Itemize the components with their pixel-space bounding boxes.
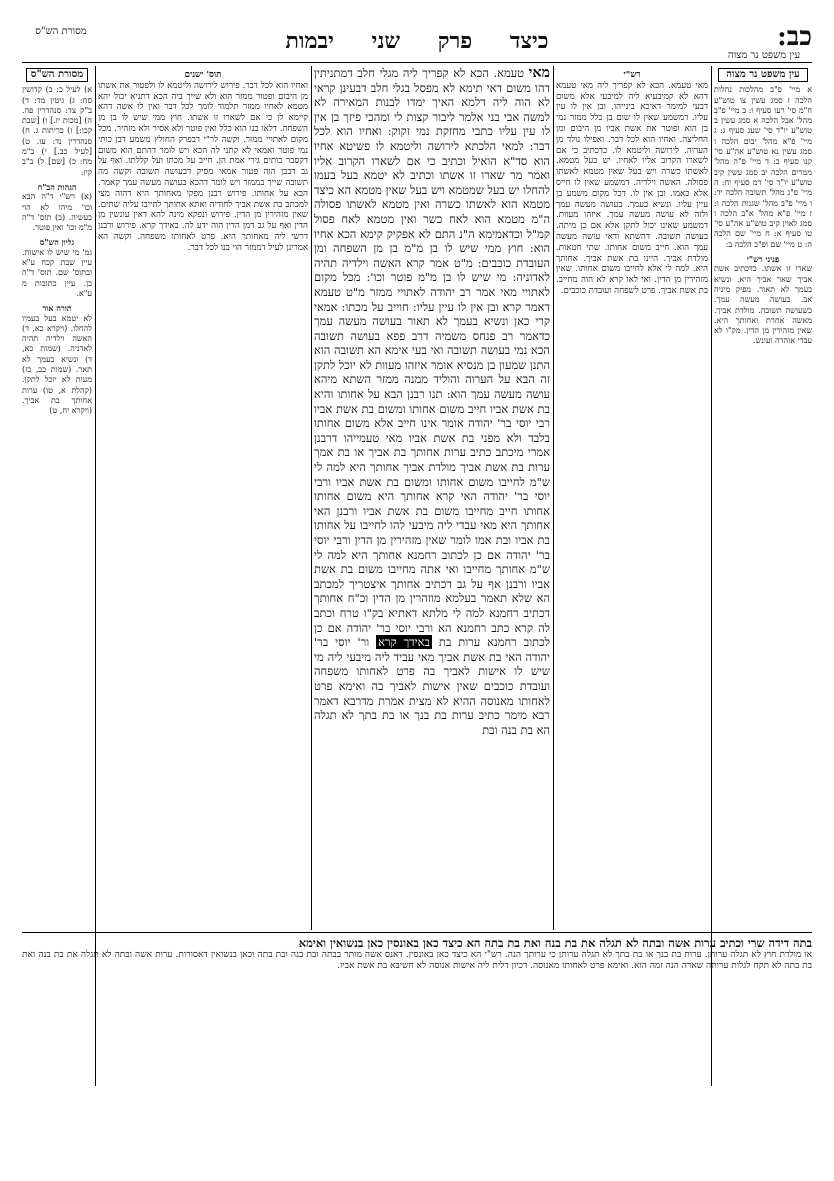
gilyon-hashas-text: גמ' מי שיש לו אישות. עיין שבת קכח ע"א ובתוס' שם. תוס' ד"ה בן. עיין כתובות מ ע"א. xyxy=(22,247,92,298)
gilyon-hashas-title: גליון הש"ס xyxy=(39,237,75,248)
gemara-closing-line: בתה דידה שרי וכתיב ערות אשה ובתה לא תגלה את בת בנה ואת בת בתה הא כיצד כאן באונסין כאן בנשואין ואימא xyxy=(298,936,812,950)
masoret-hashas-text: א) לעיל כ: ב) קדושין סח: ג) גיטין מד: ד) ב"ק צד: סנהדרין פה. ה) [מכות יז.] ו) [שבת קכו:] ז) כריתות ג. ח) סנהדרין נד: עו. ט) [לעיל כב.] י) ב"מ מח: כ) [שם] ל) ב"ב קיז: xyxy=(22,85,92,177)
gemara-opening-word: מאי xyxy=(528,66,550,81)
penine-rashi-title: פניני רש"י xyxy=(746,254,780,265)
column-divider xyxy=(311,66,312,930)
column-divider xyxy=(711,66,712,1086)
highlighted-phrase[interactable]: באידך קרא xyxy=(378,635,430,650)
tosafot-text: ואחיו הוא לכל דבר. פירוש לירושה וליטמא לו ולפטור את אשתו מן היבום ופטור ממזר הוא ולא שייך ביה הכא דתניא יכול יהא מטמא לאחיו ממזר תלמוד לומר לכל דבר ואין לו אשה דהא קיימא לן כי אם לשארו זו אשתו. חוץ ממי שיש לו בן מן השפחה. דלאו בנו הוא כלל ואין פוטר ולא אסיר ולא מזהיר. מכל מקום לאתויי ממזר. וקשה לר"י דבפרק החולץ משמע דבן כותי נמי פוטר ואמאי לא קתני לה הכא ויש לומר דהתם הוא משום דקסבר כותים גירי אמת הן. חייב על מכתו ועל קללתו. ואף על גב דבבן הוה פטור אמאי מסיק דבעושה תשובה וקשה מה תשובה שייך בממזר ויש לומר דהכא בעושה מעשה עמך קאמר. הבא על אחותו. פירוש רבנן מפקי מאחותך היא דהוה מצי למכתב בת אשת אביך לחודיה ואתא אחותך לחייבו עליה שתים. שאין מזהירין מן הדין. פירוש ונפקא מינה להא דאין עונשין מן הדין ואף על גב דמן הדין הוה ידע לה. באידך קרא. פירוש ורבנן דרשי ליה מאחותך היא. פרט לאחותו משפחה. וקשה הא אמרינן לעיל דממזר הוי בנו לכל דבר. xyxy=(98,80,308,253)
gemara-text-1: טעמא. הכא לא קפריך ליה מגלי חלב דמתניתין דהו משום דאי תימא לא מפסל בגלי חלב דבעינן קראי לא הוה ליה דלמא האיך ימדו לבנות המאירה לא למשה אבי בני אלמר ליבור קצות לי ומהכי פיזך בן אין לו עין עליו כתבי xyxy=(314,66,550,139)
talmud-page xyxy=(22,22,812,1162)
chapter-title: כיצד פרק שני יבמות xyxy=(285,28,549,54)
bottom-block xyxy=(22,936,812,1048)
gemara-text-4: ור' יוסי בר' יהודה האי בת אשת אביך מאי עביד ליה מיבעי ליה מי שיש לו אישות לאביך בה פרט לאחותו משפחה ועובדת כוכבים שאין אישות לאביך בה ואימא פרט לאחותו מאנוסה ההיא לא מצית אמרת מדרבא דאמר רבא מימר כתיב ערות בת בנך או בת בתך לא תגלה הא בת בנה ובת xyxy=(314,635,550,737)
hagahot-habach-text: (א) רש"י ד"ה הבא וכו' מיהו לא הוי בעשיה. (ב) תוס' ד"ה מ"מ וכו' ואין פוטר. xyxy=(22,192,92,233)
torah-or-title: תורה אור xyxy=(42,303,72,314)
torah-or-text: לא יטמא בעל בעמיו להחלו. (ויקרא כא, ד) האשה וילדיה תהיה לאדניה. (שמות כא, ד) ונשיא בעמך לא תאר. (שמות כב, כז) מעות לא יוכל לתקן. (קהלת א, טו) ערות אחותך בת אביך. (ויקרא יח, ט) xyxy=(22,313,92,416)
page-header xyxy=(22,22,812,60)
ein-mishpat-title: עין משפט נר מצוה xyxy=(718,68,808,82)
bottom-rule xyxy=(22,932,812,933)
masoret-hashas-title: מסורת הש"ס xyxy=(26,68,88,82)
gemara-column xyxy=(314,66,550,928)
column-divider xyxy=(553,66,554,930)
hagahot-habach-title: הגהות הב"ח xyxy=(37,181,77,192)
rashi-text: מאי טעמא. הכא לא קפריך ליה מאי טעמא דהא לא קמיבעיא ליה למיבעי אלא משום דבעי למימר דאיכא בינייהו. ובן אין לו עין עליו. דמשמע שאין לו שום בן כלל ממזר נמי בן הוא ופוטר את אשת אביו מן היבום ומן החליצה. ואחיו הוא לכל דבר. ואפילו נולד מן הערוה. לירושה וליטמא לו. כדכתיב כי אם לשארו הקרוב אליו לאחיו. יש בעל מטמא. לאשתו כשרה ויש בעל שאין מטמא לאשתו פסולה. האשה וילדיה. דמשמע שאין לו חייס אלא כאמו. ובן אין לו. דכל מקום משמע בן עיין עליו. ונשיא בעמך. בעושה מעשה עמך ולזה לא עושה מעשה עמך. איזהו מעוות. דמשמע שאינו יכול לתקן אלא אם כן מיתה. בעושה תשובה. דהשתא ודאי עושה מעשה עמך הוא. חייב משום אחותו. שתי חטאות. מולדת אביך. היינו בת אשת אביך. אחותך היא. למה לי אלא לחייבו משום אחותו. שאין מזהירין מן הדין. ואי לאו קרא לא הוה מחייב. בת אשת אביך. פרט לשפחה ועובדת כוכבים. xyxy=(556,80,708,296)
rashi-title: רש"י xyxy=(623,70,641,80)
rashi-column xyxy=(556,66,708,928)
corner-label-left: מסורת הש"ס xyxy=(35,26,87,37)
tosafot-title: תוס' ישנים xyxy=(184,70,222,80)
masoret-hashas-column xyxy=(22,66,92,1086)
ein-mishpat-text: א מיי' פ"ב מהלכות נחלות הלכה ז סמג עשין צו טוש"ע ח"מ סי' רעו סעיף ו: ב מיי' פ"ב מהל' אבל הלכה א סמג עשין ב טוש"ע יו"ד סי' שעג סעיף ג: ג מיי' פ"א מהל' יבום הלכה ו סמג עשין נא טוש"ע אה"ע סי' קנו סעיף ב: ד מיי' פ"ה מהל' ממרים הלכה יב סמג עשין קיב טוש"ע יו"ד סי' רמ סעיף יח: ה מיי' פ"ג מהל' תשובה הלכה יד: ו מיי' פ"ב מהל' שגגות הלכה ו: ז מיי' פ"א מהל' א"ב הלכה ו סמג לאוין קיב טוש"ע אה"ע סי' טו סעיף א: ח מיי' שם הלכה ה: ט מיי' שם ופ"ב הלכה ב: xyxy=(714,85,812,249)
gemara-text-3: מחייבו משום בת אשת אביו ורבנן האי אחותך היא מאי עבדי ליה מיבעי להו לחייבו על אחותו בת אביו ובת אמו לומר שאין מזהירין מן הדין ורבי יוסי בר' יהודה אם כן לכתוב רחמנא אחותך היא למה לי ש"מ אחותך מחייבו ואי אתה מחייבו משום בת אשת אביו ורבנן אף על גב דכתיב אחותך איצטריך למכתב הא שלא תאמר בעלמא מוזהרין מן הדין וכ"ח אחותך דכתיב רחמנא למה לי מלתא דאתיא בק"ו טרח וכתב לה קרא כתב רחמנא הא ורבי יוסי בר' יהודה אם כן לכתוב רחמנא ערות בת xyxy=(314,503,550,650)
column-divider xyxy=(95,66,96,1086)
header-rule xyxy=(22,62,812,63)
penine-rashi-text: שארו זו אשתו. כדכתיב אשת אביך שאר אביך היא. ונשיא בעמך לא תאור. מפיק מיניה אב. בעושה מעשה עמך. כשעושה תשובה. מולדת אביך. מאשה אחרת ואחותך היא. שאין מזהירין מן הדין. מק"ו לא עבדי אזהרה ועונש. xyxy=(714,264,812,346)
gemara-text-2: מחזקת נמי זקוק: ואחיו הוא לכל דבר: למאי הלכתא לירושה וליטמא לו פשיטא אחיו הוא סד"א הואיל וכתיב כי אם לשארו הקרוב אליו ואמר מר שארו זו אשתו וכתיב לא יטמא בעל בעמו להחלו יש בעל שמטמא ויש בעל שאין מטמא הא כיצד מטמא הוא לאשתו כשרה ואין מטמא לאשתו פסולה ה"מ מטמא הוא לאח כשר ואין מטמא לאח פסול קמ"ל וכדאמימא ה"נ התם לא אפקיק קימא הכא אחיו הוא: חוץ ממי שיש לו בן מ"מ בן מן השפחה ומן העובדת כוכבים: מ"ט אמר קרא האשה וילדיה תהיה לאדוניה: מי שיש לו בן מ"מ פוטר וכו': מכל מקום לאתויי מאי אמר רב יהודה לאתויי ממזר מ"ט טעמא דאמר קרא ובן אין לו עיין עליו: חוייב על מכתו: אמאי קרי כאן ונשיא בעמך לא תאור בעושה מעשה עמך כדאמר רב פנחס משמיה דרב פפא בעושה תשובה הכא נמי בעושה תשובה ואי בעי אימא הא תשובה הוא התנן שמעון בן מנסיא אומר איזהו מעוות לא יוכל לתקן זה הבא על הערוה והוליד ממנה ממזר השתא מיהא עושה מעשה עמך הוא: תנו רבנן הבא על אחותו והיא בת אשת אביו חייב משום אחותו ומשום בת אשת אביו רבי יוסי בר' יהודה אומר אינו חייב אלא משום אחותו בלבד ולא מפני בת אשת אביו מאי טעמייהו דרבנן אמרי מיכתב כתיב ערות אחותך בת אביך או בת אמך ערות בת אשת אביך מולדת אביך אחותך היא למה לי ש"מ לחייבו משום אחותו ומשום בת אשת אביו ורבי יוסי בר' יהודה האי קרא אחותך היא משום אחותו אחותו חייב xyxy=(314,124,550,518)
tosafot-column xyxy=(98,66,308,928)
folio-number: כב: xyxy=(777,22,812,52)
bottom-commentary: או מולדת חוץ לא תגלה ערותן. ערות בת בנך או בת בתך לא תגלה ערותן כי ערותך הנה. רש"י הא כיצד כאן באונסין. דאנס אשה מותר בבתה ובת בנה ובת בתה וכאן בנשואין דאסורות. ערות אשה ובתה לא תגלה את בת בנה ואת בת בתה לא תקח לגלות ערותה שארה הנה זמה הוא. ואימא פרט לאחותו מאנוסה. דכיון דלית ליה אישות אנוסה לא חשיבא בת אשת אביו. xyxy=(22,950,812,972)
ein-mishpat-column xyxy=(714,66,812,1086)
corner-label-right: עין משפט נר מצוה xyxy=(727,50,801,61)
